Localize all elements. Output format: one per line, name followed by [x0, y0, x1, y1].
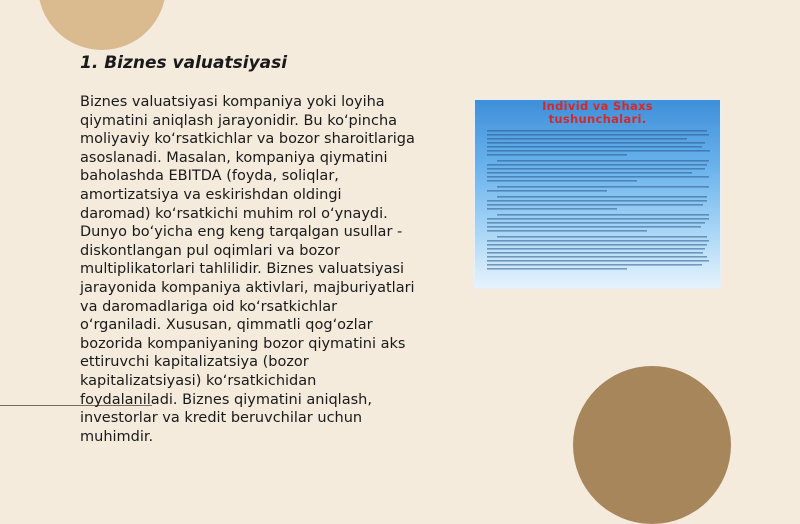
slide-body-text: Biznes valuatsiyasi kompaniya yoki loyiha qiymatini aniqlash jarayonidir. Bu ko‘pincha moliyaviy ko‘rsatkichlar va bozor sharoitlariga asoslanadi. Masalan, kompaniya qiymatini baholashda EBITDA (foyda, soliqlar, amortizatsiya va eskirishdan oldingi daromad) ko‘rsatkichi muhim rol o‘ynaydi. Dunyo bo‘yicha eng keng tarqalgan usullar - diskontlangan pul oqimlari va bozor multiplikatorlari tahlilidir. Biznes valuatsiyasi jarayonida kompaniya aktivlari, majburiyatlari va daromadlariga oid ko‘rsatkichlar o‘rganiladi. Xususan, qimmatli qog‘ozlar bozorida kompaniyaning bozor qiymatini aks ettiruvchi kapitalizatsiya (bozor kapitalizatsiyasi) ko‘rsatkichidan foydalaniladi. Biznes qiymatini aniqlash, investorlar va kredit beruvchilar uchun muhimdir.	[80, 94, 415, 445]
decorative-circle-bottom	[573, 366, 731, 524]
document-image-title	[475, 100, 720, 126]
document-image-title-line-2: tushunchalari.	[548, 112, 647, 126]
document-image-text-lines	[475, 100, 720, 288]
decorative-circle-top	[38, 0, 166, 50]
document-image	[475, 100, 720, 288]
document-image-title-line-1: Individ va Shaxs	[542, 100, 653, 113]
slide-title: 1. Biznes valuatsiyasi	[80, 53, 288, 73]
